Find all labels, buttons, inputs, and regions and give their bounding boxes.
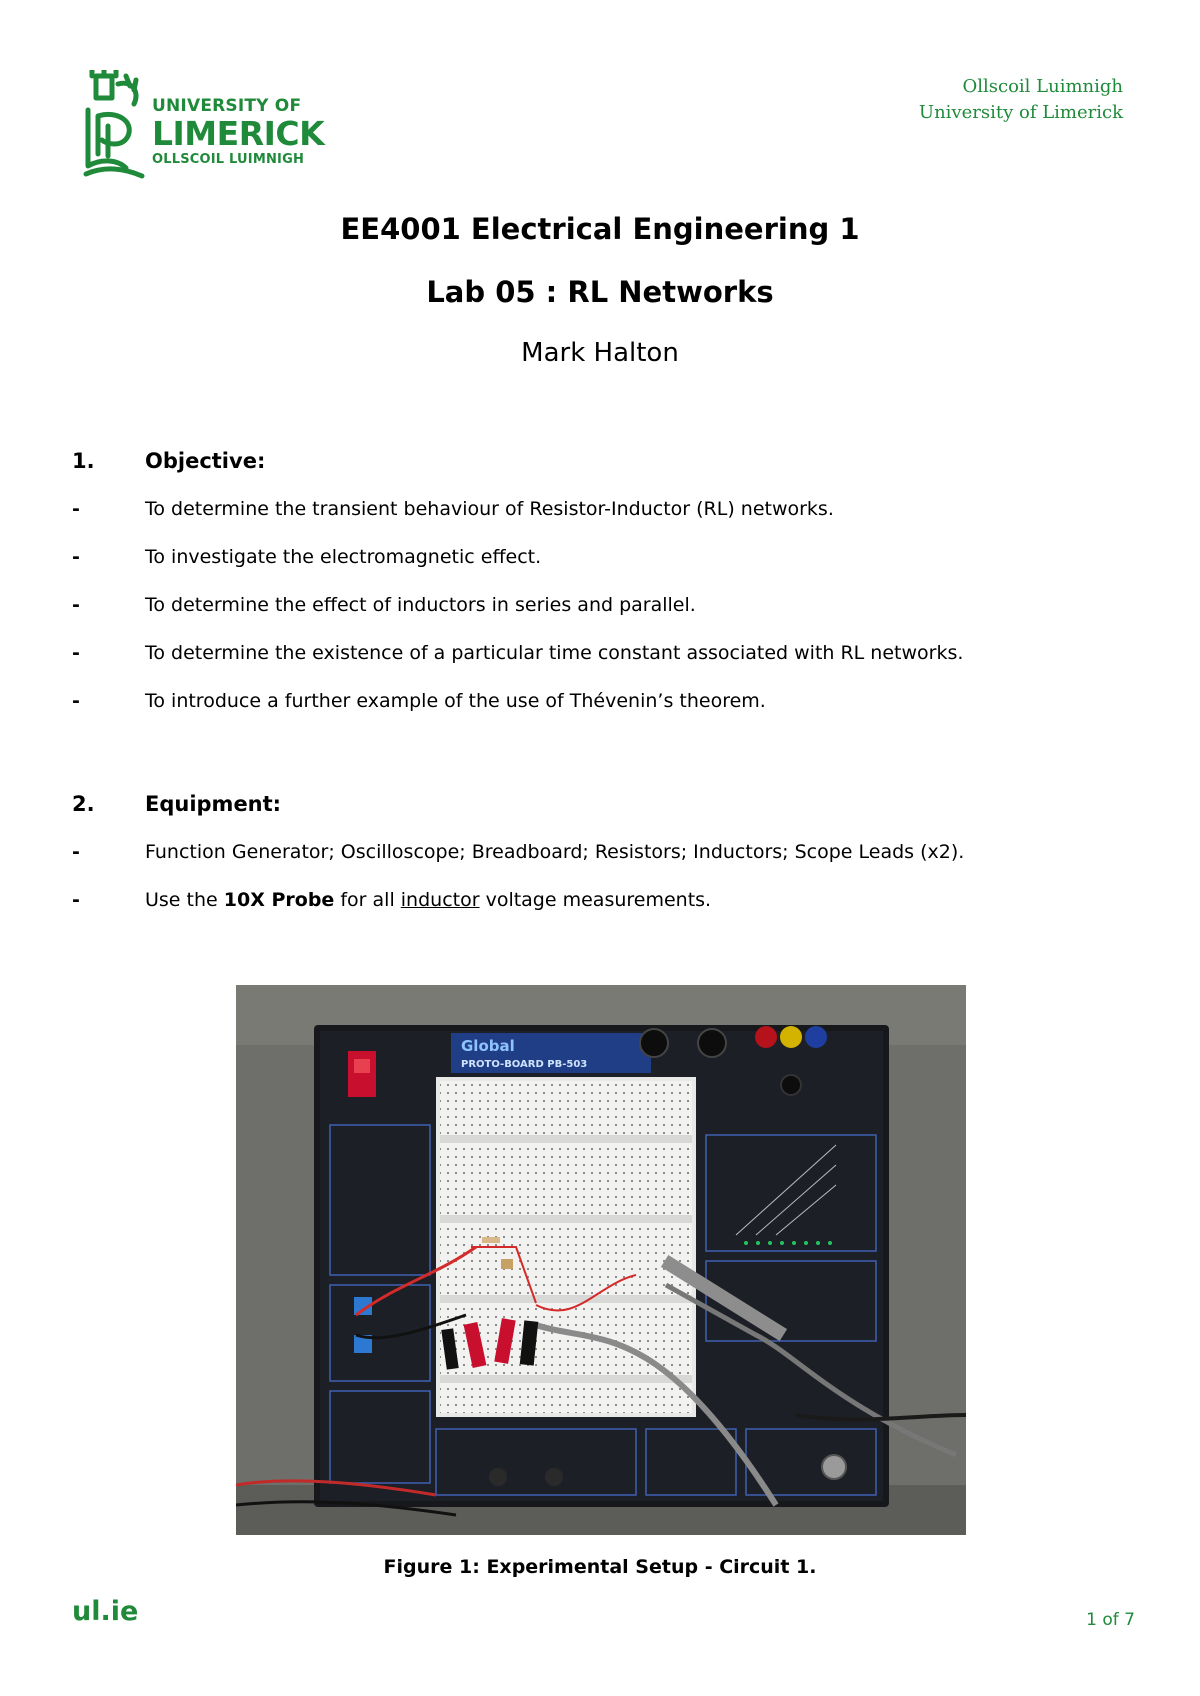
list-dash: - xyxy=(72,690,80,712)
logo-line-ollscoil: OLLSCOIL LUIMNIGH xyxy=(152,152,305,167)
course-title: EE4001 Electrical Engineering 1 xyxy=(340,212,860,246)
list-dash: - xyxy=(72,642,80,664)
lab-title: Lab 05 : RL Networks xyxy=(426,275,774,309)
protoboard-illustration xyxy=(236,985,966,1535)
header-institution-name xyxy=(919,74,1123,126)
equipment-heading xyxy=(72,789,1132,819)
list-item xyxy=(72,629,1132,677)
logo-wordmark xyxy=(152,98,324,166)
list-item-text: To determine the transient behaviour of Resistor-Inductor (RL) networks. xyxy=(145,498,834,520)
header-irish-name: Ollscoil Luimnigh xyxy=(962,76,1123,97)
objective-heading xyxy=(72,446,1132,476)
figure-caption: Figure 1: Experimental Setup - Circuit 1. xyxy=(383,1556,817,1578)
board-brand: Global xyxy=(461,1037,515,1055)
experimental-setup-photo xyxy=(236,985,966,1535)
list-dash: - xyxy=(72,594,80,616)
section-title: Equipment: xyxy=(145,792,282,816)
section-title: Objective: xyxy=(145,449,266,473)
equipment-section xyxy=(72,789,1132,924)
header-english-name: University of Limerick xyxy=(918,102,1123,123)
list-item xyxy=(72,533,1132,581)
list-item xyxy=(72,581,1132,629)
list-dash: - xyxy=(72,498,80,520)
list-item xyxy=(72,828,1132,876)
crest-icon xyxy=(82,70,146,180)
logo-line-university-of: UNIVERSITY OF xyxy=(152,96,302,116)
logo-line-limerick: LIMERICK xyxy=(152,114,325,153)
section-number: 1. xyxy=(72,449,95,473)
footer-website: ul.ie xyxy=(72,1596,139,1627)
list-item xyxy=(72,485,1132,533)
text-run: voltage measurements. xyxy=(479,889,712,911)
list-item-text: To investigate the electromagnetic effect. xyxy=(145,546,542,568)
text-run: Use the xyxy=(145,889,224,911)
list-dash: - xyxy=(72,841,80,863)
university-logo xyxy=(82,66,325,180)
list-dash: - xyxy=(72,889,80,911)
text-run: for all xyxy=(334,889,401,911)
list-item xyxy=(72,677,1132,725)
list-item-text xyxy=(145,889,711,911)
board-model: PROTO-BOARD PB-503 xyxy=(461,1059,588,1070)
objective-section xyxy=(72,446,1132,725)
list-item xyxy=(72,876,1132,924)
list-item-text: To introduce a further example of the use of Thévenin’s theorem. xyxy=(145,690,766,712)
section-number: 2. xyxy=(72,792,95,816)
list-dash: - xyxy=(72,546,80,568)
list-item-text: To determine the existence of a particular time constant associated with RL networks. xyxy=(145,642,964,664)
author-name: Mark Halton xyxy=(521,338,679,368)
page-number: 1 of 7 xyxy=(1086,1610,1135,1630)
list-item-text: To determine the effect of inductors in series and parallel. xyxy=(145,594,696,616)
emphasis-inductor: inductor xyxy=(400,889,480,911)
emphasis-10x-probe: 10X Probe xyxy=(223,889,335,911)
list-item-text: Function Generator; Oscilloscope; Breadboard; Resistors; Inductors; Scope Leads (x2). xyxy=(145,841,965,863)
